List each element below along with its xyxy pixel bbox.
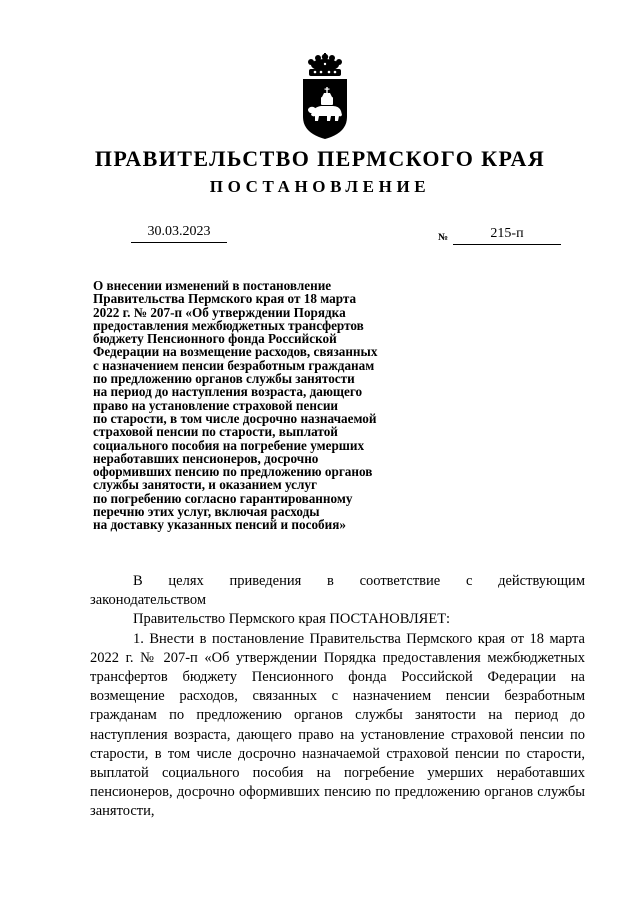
government-title: ПРАВИТЕЛЬСТВО ПЕРМСКОГО КРАЯ (94, 146, 546, 171)
coat-of-arms-icon (297, 53, 353, 139)
body-paragraph-intro: В целях приведения в соответствие с действующим (133, 573, 585, 589)
document-number: 215-п (453, 226, 561, 245)
body-paragraph-intro-continued: законодательством (90, 592, 207, 609)
body-paragraph-item-1: 1. Внести в постановление Правительства Пермского края от 18 марта 2022 г. № 207-п «Об утверждении Порядка предоставления межбюджетных трансфертов бюджету Пенсионного фонда Российской Федерации на возмещение расходов, связанных с назначением пенсии безработным гражданам по предложению органов службы занятости на период до наступления возраста, дающего право на установление страховой пенсии по старости, в том числе досрочно назначаемой страховой пенсии по старости, выплатой социального пособия на погребение умерших неработавших пенсионеров, досрочно оформивших пенсию по предложению органов службы занятости, (90, 630, 585, 820)
document-type: ПОСТАНОВЛЕНИЕ (209, 177, 431, 196)
number-sign: № (438, 232, 449, 243)
body-paragraph-resolves: Правительство Пермского края ПОСТАНОВЛЯЕТ: (133, 611, 451, 628)
document-body (90, 572, 585, 822)
document-date: 30.03.2023 (131, 224, 227, 243)
document-subject: О внесении изменений в постановление Правительства Пермского края от 18 марта 2022 г. № 207-п «Об утверждении Порядка предоставления межбюджетных трансфертов бюджету Пенсионного фонда Российской Федерации на возмещение расходов, связанных с назначением пенсии безработным гражданам по предложению органов службы занятости на период до наступления возраста, дающего право на установление страховой пенсии по старости, в том числе досрочно назначаемой страховой пенсии по старости, выплатой социального пособия на погребение умерших неработавших пенсионеров, досрочно оформивших пенсию по предложению органов службы занятости, и оказанием услуг по погребению согласно гарантированному перечню этих услуг, включая расходы на доставку указанных пенсий и пособия» (93, 278, 378, 533)
